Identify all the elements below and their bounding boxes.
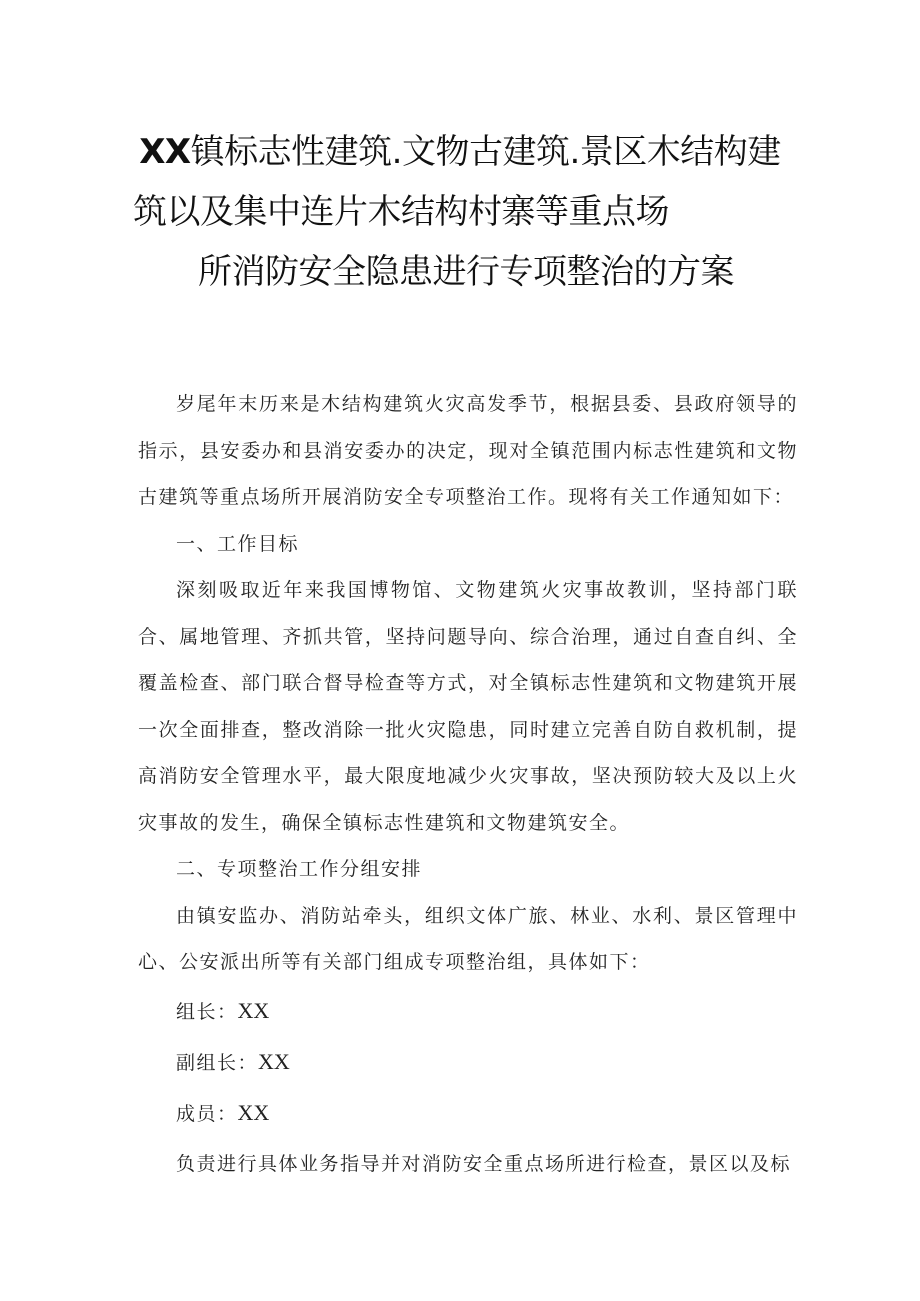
roster-leader-value: XX (237, 997, 270, 1023)
roster-deputy-leader (138, 1037, 798, 1088)
title-line-1-text: 镇标志性建筑.文物古建筑.景区木结构建 (190, 132, 781, 172)
roster-deputy-leader-label: 副组长： (176, 1051, 259, 1074)
roster-leader-label: 组长： (176, 1000, 238, 1023)
roster-members-label: 成员： (176, 1102, 238, 1125)
roster-members (138, 1088, 798, 1139)
section-2-tail-paragraph: 负责进行具体业务指导并对消防安全重点场所进行检查，景区以及标 (176, 1152, 792, 1175)
roster-leader (138, 986, 798, 1037)
document-body (138, 381, 798, 1187)
document-title (0, 122, 920, 302)
title-line-2: 筑以及集中连片木结构村寨等重点场 (133, 192, 669, 232)
intro-paragraph: 岁尾年末历来是木结构建筑火灾高发季节，根据县委、县政府领导的指示，县安委办和县消安委办的决定，现对全镇范围内标志性建筑和文物古建筑等重点场所开展消防安全专项整治工作。现将有关工作通知如下： (138, 393, 798, 508)
section-2-heading: 二、专项整治工作分组安排 (176, 858, 423, 880)
title-placeholder-xx: XX (139, 132, 191, 172)
section-1-heading: 一、工作目标 (176, 532, 300, 555)
section-2-paragraph: 由镇安监办、消防站牵头，组织文体广旅、林业、水利、景区管理中心、公安派出所等有关部门组成专项整治组，具体如下： (138, 904, 798, 973)
section-1-paragraph: 深刻吸取近年来我国博物馆、文物建筑火灾事故教训，坚持部门联合、属地管理、齐抓共管，坚持问题导向、综合治理，通过自查自纠、全覆盖检查、部门联合督导检查等方式，对全镇标志性建筑和文物建筑开展一次全面排查，整改消除一批火灾隐患，同时建立完善自防自救机制，提高消防安全管理水平，最大限度地减少火灾事故，坚决预防较大及以上火灾事故的发生，确保全镇标志性建筑和文物建筑安全。 (138, 579, 798, 834)
roster-members-value: XX (237, 1099, 270, 1125)
roster-deputy-leader-value: XX (258, 1048, 290, 1074)
title-line-3: 所消防安全隐患进行专项整治的方案 (198, 252, 734, 292)
title-line-1 (0, 122, 920, 182)
